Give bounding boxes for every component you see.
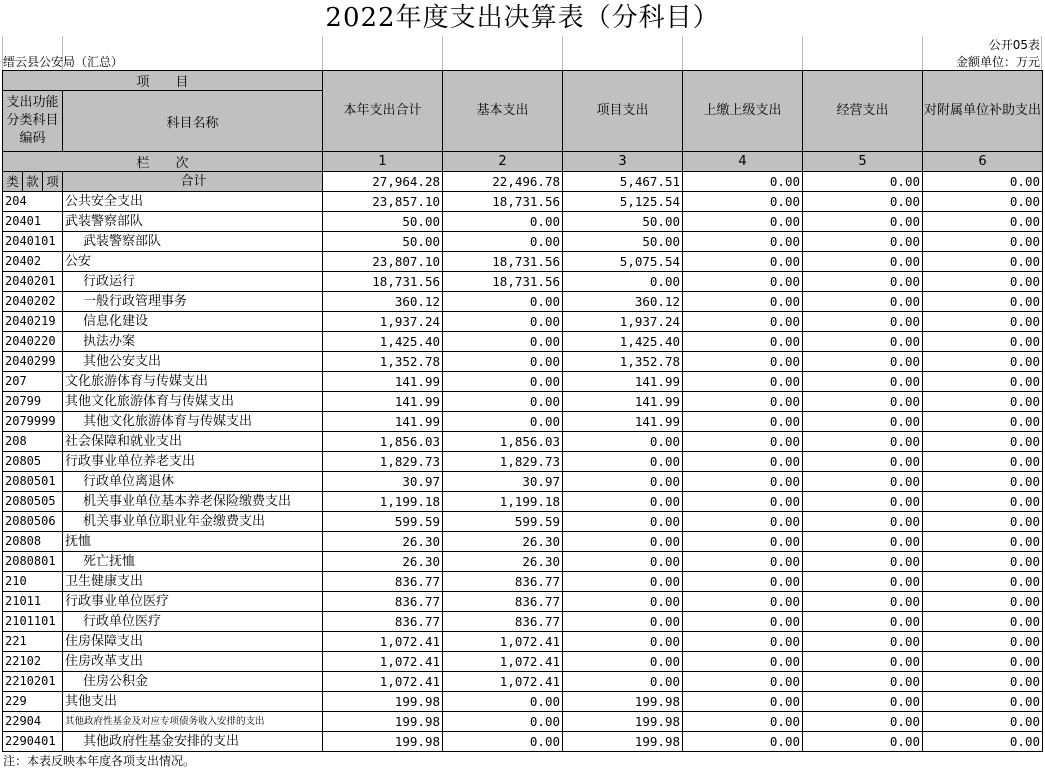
amount-cell: 50.00	[563, 212, 683, 232]
amount-cell: 1,937.24	[563, 312, 683, 332]
amount-cell: 0.00	[683, 492, 803, 512]
subject-name: 住房公积金	[63, 672, 323, 692]
amount-cell: 199.98	[563, 692, 683, 712]
amount-cell: 30.97	[323, 472, 443, 492]
amount-cell: 0.00	[803, 352, 923, 372]
amount-cell: 0.00	[923, 592, 1043, 612]
table-row	[3, 652, 1043, 672]
report-title: 2022年度支出决算表（分科目）	[325, 3, 720, 33]
amount-cell: 0.00	[683, 292, 803, 312]
amount-cell: 836.77	[323, 592, 443, 612]
amount-cell: 0.00	[803, 472, 923, 492]
table-row	[3, 612, 1043, 632]
amount-cell: 0.00	[923, 292, 1043, 312]
table-row	[3, 412, 1043, 432]
table-row	[3, 232, 1043, 252]
amount-cell: 26.30	[443, 552, 563, 572]
subject-code: 20805	[3, 452, 63, 472]
subject-name: 其他支出	[63, 692, 323, 712]
amount-cell: 0.00	[683, 192, 803, 212]
amount-cell: 1,856.03	[323, 432, 443, 452]
amount-cell: 0.00	[683, 312, 803, 332]
subject-code: 2080501	[3, 472, 63, 492]
amount-cell: 0.00	[443, 712, 563, 732]
subject-name: 其他文化旅游体育与传媒支出	[63, 392, 323, 412]
subject-name: 机关事业单位基本养老保险缴费支出	[63, 492, 323, 512]
subject-name: 公共安全支出	[63, 192, 323, 212]
col-num-4: 4	[683, 152, 803, 172]
amount-cell: 0.00	[803, 692, 923, 712]
amount-cell: 50.00	[323, 212, 443, 232]
amount-cell: 0.00	[803, 192, 923, 212]
amount-cell: 0.00	[563, 612, 683, 632]
subject-code: 208	[3, 432, 63, 452]
amount-cell: 0.00	[563, 652, 683, 672]
amount-cell: 0.00	[803, 732, 923, 752]
form-number: 公开05表	[988, 38, 1040, 52]
subject-name: 武装警察部队	[63, 212, 323, 232]
amount-cell: 1,829.73	[443, 452, 563, 472]
subject-name: 住房改革支出	[63, 652, 323, 672]
func-class-header: 支出功能分类科目编码	[3, 91, 63, 152]
amount-cell: 18,731.56	[443, 252, 563, 272]
amount-cell: 0.00	[803, 432, 923, 452]
amount-cell: 0.00	[683, 612, 803, 632]
col-num-2: 2	[443, 152, 563, 172]
amount-cell: 0.00	[443, 372, 563, 392]
subject-name: 住房保障支出	[63, 632, 323, 652]
amount-cell: 0.00	[803, 372, 923, 392]
table-row	[3, 432, 1043, 452]
table-row	[3, 532, 1043, 552]
amount-cell: 0.00	[923, 252, 1043, 272]
amount-cell: 0.00	[443, 292, 563, 312]
amount-cell: 0.00	[923, 312, 1043, 332]
amount-cell: 360.12	[323, 292, 443, 312]
subject-code: 20808	[3, 532, 63, 552]
subject-code: 2290401	[3, 732, 63, 752]
amount-cell: 0.00	[563, 632, 683, 652]
lei-header: 类	[3, 172, 23, 192]
amount-cell: 0.00	[683, 732, 803, 752]
col-header-5: 经营支出	[803, 71, 923, 152]
subject-name: 其他政府性基金及对应专项债务收入安排的支出	[63, 712, 323, 732]
amount-cell: 0.00	[923, 492, 1043, 512]
table-row	[3, 552, 1043, 572]
amount-cell: 0.00	[803, 552, 923, 572]
subject-name: 行政事业单位养老支出	[63, 452, 323, 472]
amount-cell: 5,125.54	[563, 192, 683, 212]
subject-code: 22904	[3, 712, 63, 732]
col-num-6: 6	[923, 152, 1043, 172]
amount-cell: 0.00	[683, 672, 803, 692]
amount-cell: 1,072.41	[443, 632, 563, 652]
amount-cell: 0.00	[803, 252, 923, 272]
amount-cell: 199.98	[563, 712, 683, 732]
amount-cell: 0.00	[563, 532, 683, 552]
subject-code: 2040201	[3, 272, 63, 292]
subject-name: 机关事业单位职业年金缴费支出	[63, 512, 323, 532]
amount-cell: 141.99	[323, 392, 443, 412]
amount-cell: 1,072.41	[443, 652, 563, 672]
amount-cell: 0.00	[683, 632, 803, 652]
amount-cell: 0.00	[923, 532, 1043, 552]
amount-cell: 0.00	[683, 212, 803, 232]
amount-cell: 0.00	[683, 652, 803, 672]
amount-cell: 0.00	[923, 632, 1043, 652]
subject-code: 210	[3, 572, 63, 592]
total-cell: 0.00	[803, 172, 923, 192]
amount-cell: 0.00	[443, 732, 563, 752]
amount-cell: 0.00	[803, 652, 923, 672]
amount-cell: 0.00	[803, 332, 923, 352]
subject-code: 2040101	[3, 232, 63, 252]
amount-cell: 5,075.54	[563, 252, 683, 272]
table-row	[3, 492, 1043, 512]
amount-cell: 0.00	[683, 572, 803, 592]
subject-code: 20401	[3, 212, 63, 232]
amount-cell: 836.77	[323, 572, 443, 592]
amount-cell: 23,857.10	[323, 192, 443, 212]
footnote: 注：本表反映本年度各项支出情况。	[3, 754, 196, 768]
subject-name: 社会保障和就业支出	[63, 432, 323, 452]
amount-cell: 836.77	[443, 612, 563, 632]
amount-cell: 0.00	[923, 452, 1043, 472]
subject-code: 221	[3, 632, 63, 652]
unit-name: 缙云县公安局（汇总）	[3, 55, 124, 69]
table-row	[3, 192, 1043, 212]
amount-cell: 0.00	[683, 552, 803, 572]
table-row	[3, 712, 1043, 732]
amount-cell: 199.98	[563, 732, 683, 752]
table-row	[3, 592, 1043, 612]
subject-code: 2040299	[3, 352, 63, 372]
amount-cell: 141.99	[563, 372, 683, 392]
amount-cell: 0.00	[803, 512, 923, 532]
amount-cell: 836.77	[443, 572, 563, 592]
amount-cell: 0.00	[923, 512, 1043, 532]
amount-cell: 0.00	[803, 232, 923, 252]
table-row	[3, 292, 1043, 312]
subject-code: 2040220	[3, 332, 63, 352]
amount-cell: 0.00	[683, 472, 803, 492]
amount-cell: 0.00	[443, 212, 563, 232]
subject-name: 公安	[63, 252, 323, 272]
amount-cell: 0.00	[923, 652, 1043, 672]
amount-cell: 18,731.56	[443, 192, 563, 212]
table-row	[3, 632, 1043, 652]
table-row	[3, 252, 1043, 272]
amount-cell: 0.00	[923, 412, 1043, 432]
kuan-header: 款	[23, 172, 43, 192]
amount-cell: 23,807.10	[323, 252, 443, 272]
amount-cell: 0.00	[923, 612, 1043, 632]
amount-cell: 0.00	[923, 552, 1043, 572]
amount-cell: 0.00	[683, 272, 803, 292]
subject-name: 抚恤	[63, 532, 323, 552]
amount-cell: 199.98	[323, 732, 443, 752]
subject-code: 204	[3, 192, 63, 212]
amount-cell: 0.00	[563, 672, 683, 692]
amount-cell: 1,856.03	[443, 432, 563, 452]
table-row	[3, 352, 1043, 372]
col-header-6: 对附属单位补助支出	[923, 71, 1043, 152]
col-header-2: 基本支出	[443, 71, 563, 152]
amount-cell: 50.00	[323, 232, 443, 252]
amount-cell: 0.00	[683, 232, 803, 252]
subject-name: 其他文化旅游体育与传媒支出	[63, 412, 323, 432]
amount-cell: 0.00	[563, 472, 683, 492]
amount-cell: 0.00	[803, 672, 923, 692]
subject-code: 20402	[3, 252, 63, 272]
amount-cell: 1,072.41	[323, 632, 443, 652]
amount-cell: 1,352.78	[563, 352, 683, 372]
table-row	[3, 512, 1043, 532]
amount-cell: 0.00	[563, 592, 683, 612]
amount-cell: 0.00	[563, 452, 683, 472]
subject-name: 武装警察部队	[63, 232, 323, 252]
amount-cell: 26.30	[323, 532, 443, 552]
amount-cell: 1,072.41	[323, 672, 443, 692]
subject-code: 2080505	[3, 492, 63, 512]
table-row	[3, 692, 1043, 712]
amount-cell: 1,199.18	[443, 492, 563, 512]
amount-cell: 1,829.73	[323, 452, 443, 472]
subject-code: 22102	[3, 652, 63, 672]
amount-cell: 18,731.56	[443, 272, 563, 292]
amount-cell: 0.00	[803, 212, 923, 232]
amount-cell: 0.00	[923, 232, 1043, 252]
amount-cell: 0.00	[443, 352, 563, 372]
total-cell: 0.00	[923, 172, 1043, 192]
table-row	[3, 212, 1043, 232]
amount-cell: 1,072.41	[443, 672, 563, 692]
subject-name: 其他政府性基金安排的支出	[63, 732, 323, 752]
total-cell: 5,467.51	[563, 172, 683, 192]
amount-cell: 0.00	[923, 332, 1043, 352]
amount-cell: 0.00	[563, 552, 683, 572]
col-num-1: 1	[323, 152, 443, 172]
amount-cell: 0.00	[803, 612, 923, 632]
total-cell: 0.00	[683, 172, 803, 192]
amount-cell: 1,072.41	[323, 652, 443, 672]
amount-cell: 599.59	[443, 512, 563, 532]
subject-name: 信息化建设	[63, 312, 323, 332]
subject-name: 其他公安支出	[63, 352, 323, 372]
amount-cell: 599.59	[323, 512, 443, 532]
amount-cell: 0.00	[803, 412, 923, 432]
table-row	[3, 452, 1043, 472]
subject-code: 2080506	[3, 512, 63, 532]
subject-name: 一般行政管理事务	[63, 292, 323, 312]
amount-cell: 0.00	[803, 632, 923, 652]
amount-cell: 0.00	[923, 472, 1043, 492]
subject-code: 2080801	[3, 552, 63, 572]
amount-cell: 0.00	[923, 372, 1043, 392]
subject-code: 2040202	[3, 292, 63, 312]
amount-cell: 0.00	[803, 292, 923, 312]
expenditure-table	[2, 70, 1043, 752]
amount-cell: 0.00	[923, 432, 1043, 452]
unit-line	[0, 55, 1045, 69]
amount-cell: 1,199.18	[323, 492, 443, 512]
amount-cell: 0.00	[923, 692, 1043, 712]
amount-cell: 1,425.40	[563, 332, 683, 352]
amount-cell: 141.99	[323, 372, 443, 392]
amount-cell: 0.00	[683, 412, 803, 432]
amount-cell: 0.00	[683, 452, 803, 472]
amount-cell: 0.00	[803, 592, 923, 612]
table-row	[3, 372, 1043, 392]
amount-cell: 0.00	[683, 392, 803, 412]
amount-cell: 1,425.40	[323, 332, 443, 352]
amount-cell: 0.00	[563, 512, 683, 532]
amount-cell: 0.00	[683, 532, 803, 552]
amount-cell: 0.00	[803, 572, 923, 592]
amount-cell: 141.99	[563, 412, 683, 432]
amount-cell: 0.00	[563, 492, 683, 512]
amount-cell: 0.00	[803, 532, 923, 552]
form-number-line	[0, 38, 1045, 52]
amount-cell: 0.00	[923, 272, 1043, 292]
subject-name: 执法办案	[63, 332, 323, 352]
table-row	[3, 472, 1043, 492]
item-group-header: 项 目	[3, 71, 323, 91]
subject-code: 21011	[3, 592, 63, 612]
subject-code: 2210201	[3, 672, 63, 692]
subject-name: 文化旅游体育与传媒支出	[63, 372, 323, 392]
amount-unit: 金额单位：万元	[955, 55, 1040, 69]
subject-name: 行政单位离退休	[63, 472, 323, 492]
amount-cell: 0.00	[443, 232, 563, 252]
amount-cell: 0.00	[443, 332, 563, 352]
total-label: 合计	[63, 172, 323, 192]
amount-cell: 360.12	[563, 292, 683, 312]
amount-cell: 0.00	[923, 392, 1043, 412]
subject-name: 行政单位医疗	[63, 612, 323, 632]
table-row	[3, 572, 1043, 592]
col-num-3: 3	[563, 152, 683, 172]
total-cell: 27,964.28	[323, 172, 443, 192]
amount-cell: 141.99	[563, 392, 683, 412]
amount-cell: 26.30	[443, 532, 563, 552]
amount-cell: 0.00	[683, 432, 803, 452]
amount-cell: 0.00	[683, 332, 803, 352]
amount-cell: 836.77	[443, 592, 563, 612]
subject-code: 2040219	[3, 312, 63, 332]
amount-cell: 0.00	[923, 212, 1043, 232]
amount-cell: 0.00	[443, 412, 563, 432]
table-row	[3, 732, 1043, 752]
amount-cell: 0.00	[923, 672, 1043, 692]
amount-cell: 0.00	[923, 352, 1043, 372]
amount-cell: 26.30	[323, 552, 443, 572]
table-row	[3, 272, 1043, 292]
table-row	[3, 332, 1043, 352]
subject-name-header: 科目名称	[63, 91, 323, 152]
amount-cell: 0.00	[683, 592, 803, 612]
amount-cell: 0.00	[443, 312, 563, 332]
amount-cell: 1,352.78	[323, 352, 443, 372]
amount-cell: 0.00	[443, 392, 563, 412]
subject-name: 行政事业单位医疗	[63, 592, 323, 612]
subject-name: 行政运行	[63, 272, 323, 292]
amount-cell: 141.99	[323, 412, 443, 432]
amount-cell: 18,731.56	[323, 272, 443, 292]
amount-cell: 836.77	[323, 612, 443, 632]
amount-cell: 0.00	[683, 712, 803, 732]
amount-cell: 0.00	[563, 572, 683, 592]
amount-cell: 0.00	[683, 372, 803, 392]
amount-cell: 0.00	[803, 452, 923, 472]
amount-cell: 0.00	[683, 692, 803, 712]
amount-cell: 0.00	[803, 492, 923, 512]
amount-cell: 0.00	[923, 732, 1043, 752]
amount-cell: 0.00	[443, 692, 563, 712]
subject-code: 2101101	[3, 612, 63, 632]
subject-code: 207	[3, 372, 63, 392]
col-num-5: 5	[803, 152, 923, 172]
table-row	[3, 312, 1043, 332]
amount-cell: 30.97	[443, 472, 563, 492]
amount-cell: 0.00	[803, 392, 923, 412]
subject-code: 229	[3, 692, 63, 712]
amount-cell: 0.00	[683, 512, 803, 532]
amount-cell: 0.00	[923, 192, 1043, 212]
amount-cell: 0.00	[923, 572, 1043, 592]
total-row	[3, 172, 1043, 192]
amount-cell: 50.00	[563, 232, 683, 252]
amount-cell: 0.00	[803, 272, 923, 292]
amount-cell: 0.00	[803, 312, 923, 332]
amount-cell: 0.00	[923, 712, 1043, 732]
xiang-header: 项	[43, 172, 63, 192]
amount-cell: 1,937.24	[323, 312, 443, 332]
table-row	[3, 672, 1043, 692]
amount-cell: 199.98	[323, 712, 443, 732]
amount-cell: 0.00	[683, 252, 803, 272]
amount-cell: 0.00	[803, 712, 923, 732]
subject-name: 卫生健康支出	[63, 572, 323, 592]
amount-cell: 0.00	[563, 272, 683, 292]
subject-name: 死亡抚恤	[63, 552, 323, 572]
subject-code: 20799	[3, 392, 63, 412]
amount-cell: 199.98	[323, 692, 443, 712]
col-header-4: 上缴上级支出	[683, 71, 803, 152]
subject-code: 2079999	[3, 412, 63, 432]
amount-cell: 0.00	[563, 432, 683, 452]
amount-cell: 0.00	[683, 352, 803, 372]
col-header-3: 项目支出	[563, 71, 683, 152]
lanci-header: 栏 次	[3, 152, 323, 172]
col-header-1: 本年支出合计	[323, 71, 443, 152]
total-cell: 22,496.78	[443, 172, 563, 192]
table-row	[3, 392, 1043, 412]
